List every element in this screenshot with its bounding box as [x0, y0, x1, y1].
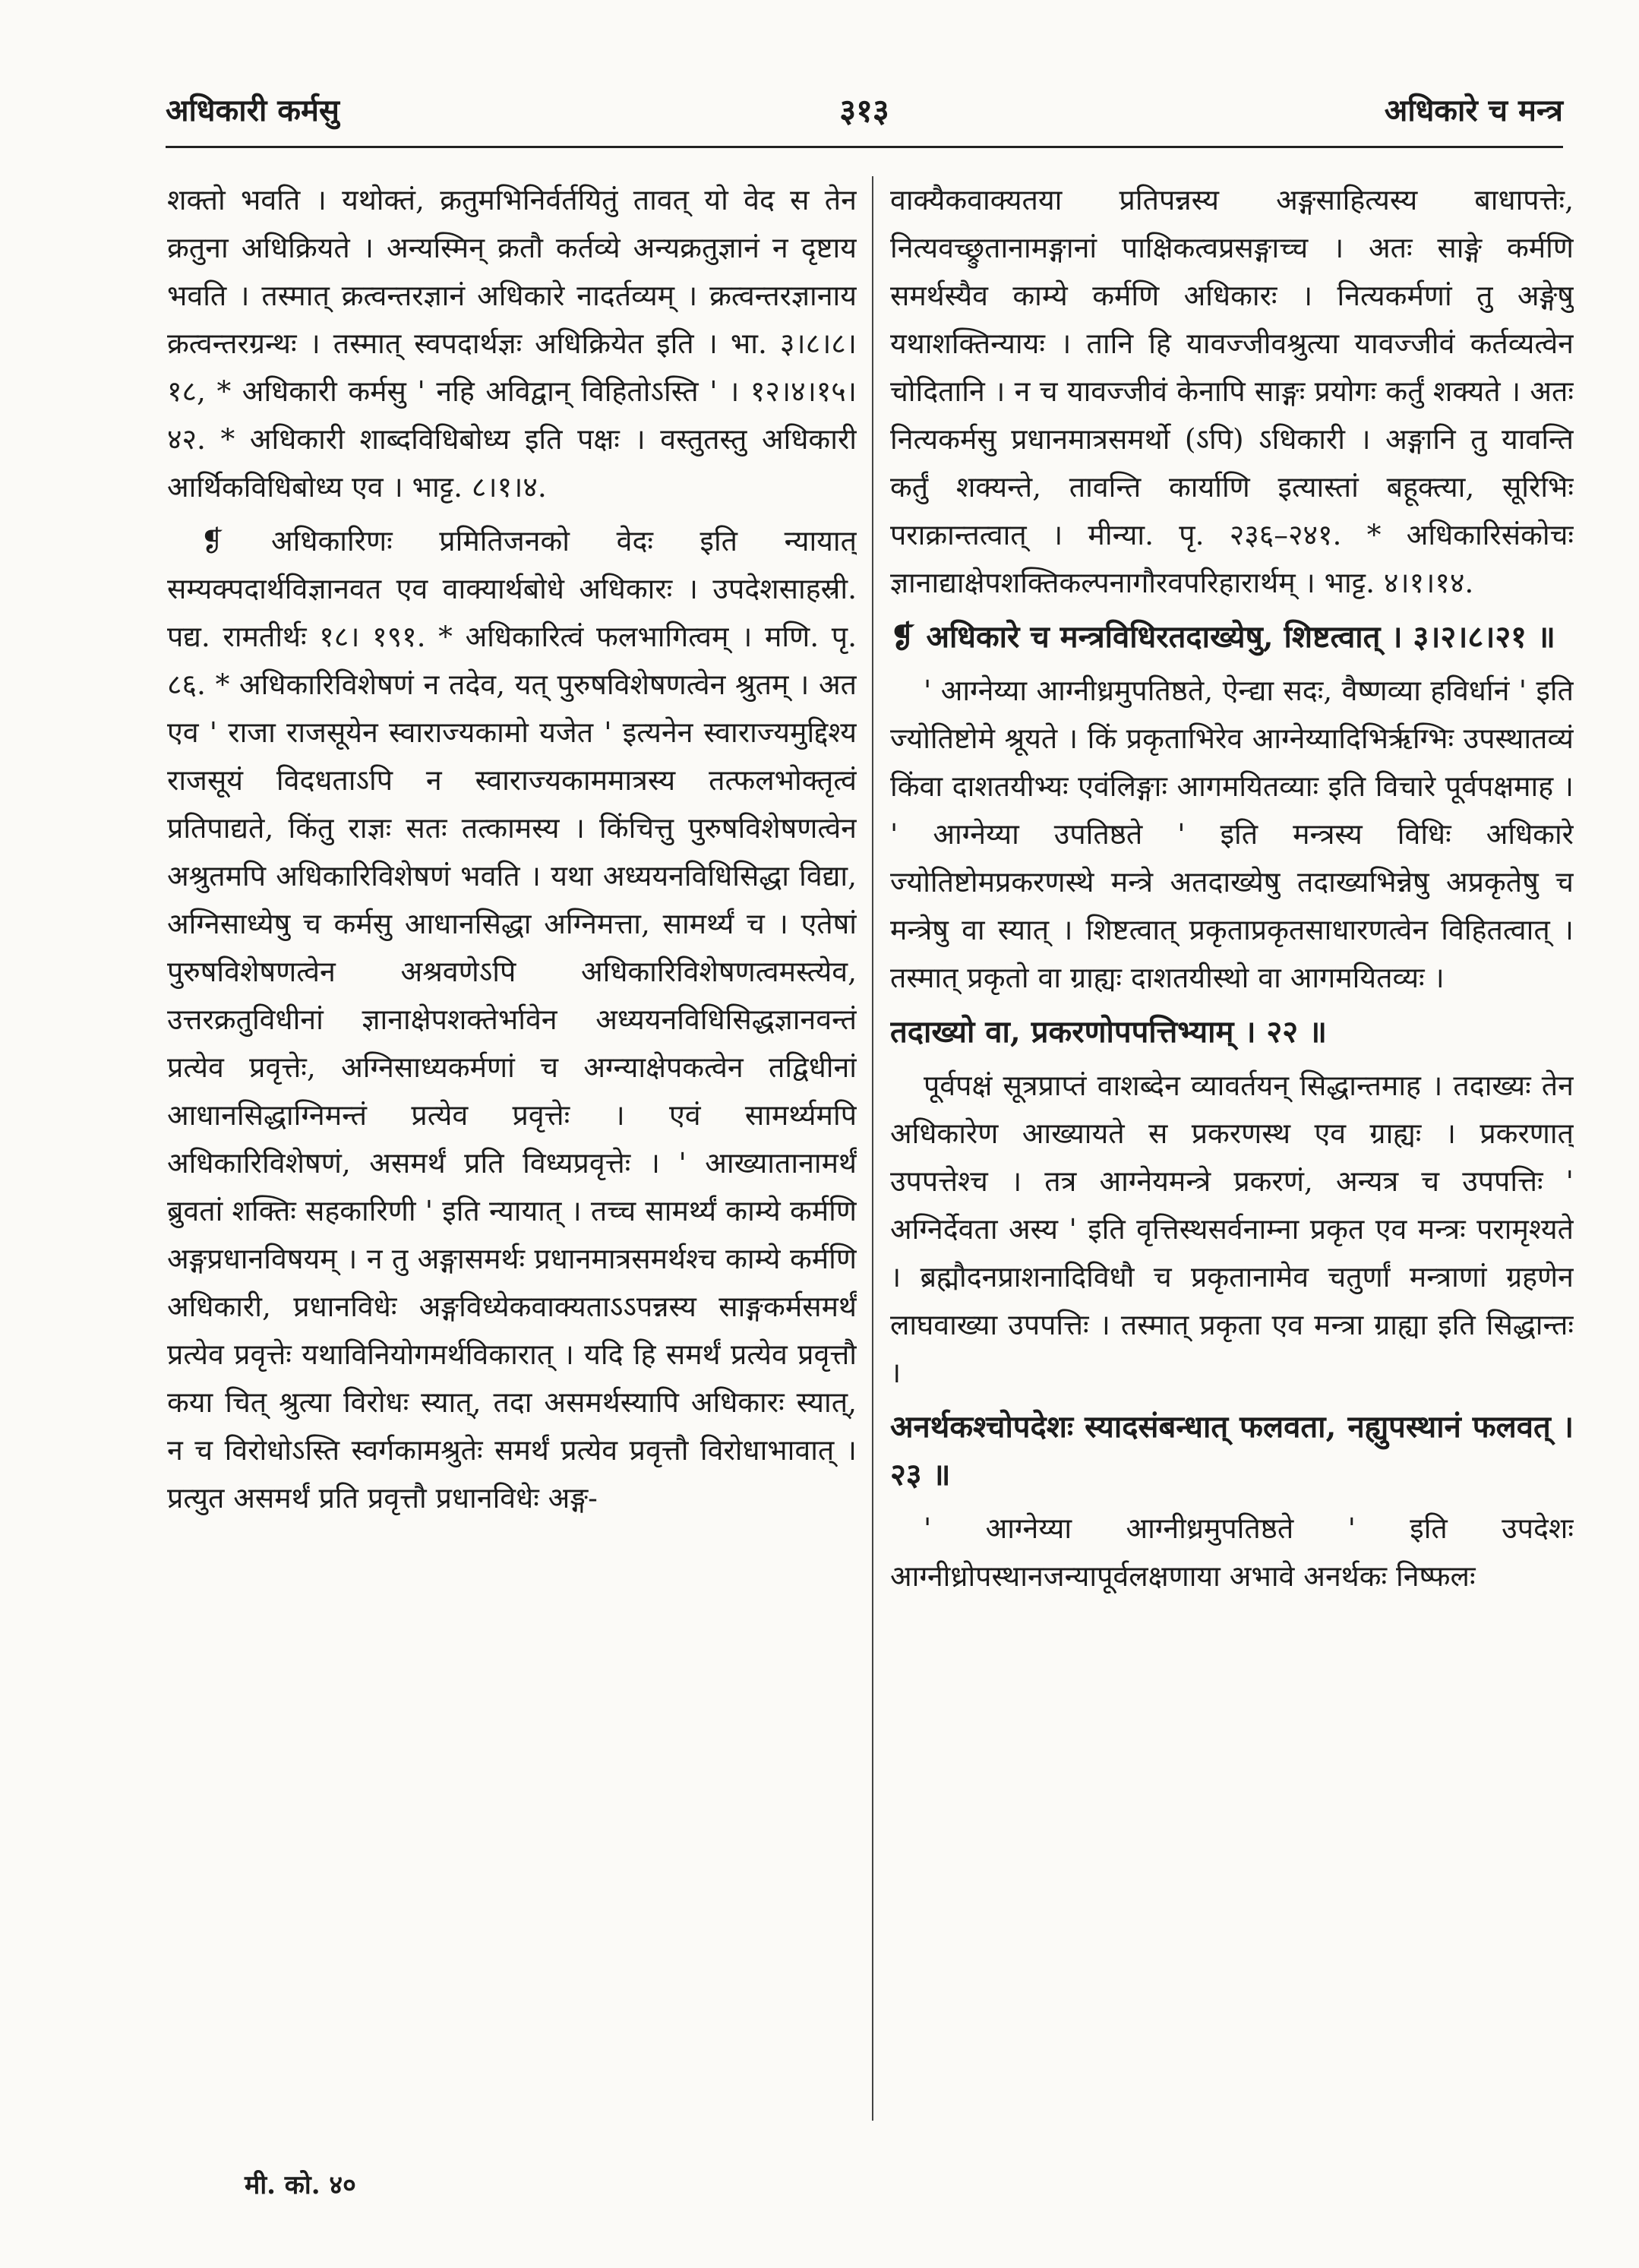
- header-right-title: अधिकारे च मन्त्र: [1384, 93, 1563, 128]
- running-header: [166, 85, 1563, 148]
- right-paragraph: ' आग्नेय्या आग्नीध्रमुपतिष्ठते ' इति उपदेशः आग्नीध्रोपस्थानजन्यापूर्वलक्षणाया अभावे अनर्थकः निष्फलः: [890, 1511, 1574, 1593]
- sutra-heading: अनर्थकश्चोपदेशः स्यादसंबन्धात् फलवता, नह्युपस्थानं फलवत् । २३ ॥: [890, 1409, 1574, 1493]
- left-column: [167, 176, 857, 2121]
- page-number: ३१३: [839, 92, 889, 129]
- right-column: [890, 176, 1574, 2121]
- right-paragraph: ' आग्नेय्या आग्नीध्रमुपतिष्ठते, ऐन्द्या सदः, वैष्णव्या हविर्धानं ' इति ज्योतिष्टोमे श्रूयते । किं प्रकृताभिरेव आग्नेय्यादिभिर्ऋग्भिः उपस्थातव्यं किंवा दाशतयीभ्यः एवंलिङ्गाः आगमयितव्याः इति विचारे पूर्वपक्षमाह । ' आग्नेय्या उपतिष्ठते ' इति मन्त्रस्य विधिः अधिकारे ज्योतिष्टोमप्रकरणस्थे मन्त्रे अतदाख्येषु तदाख्यभिन्नेषु अप्रकृतेषु च मन्त्रेषु वा स्यात् । शिष्टत्वात् प्रकृताप्रकृतसाधारणत्वेन विहितत्वात् । तस्मात् प्रकृतो वा ग्राह्यः दाशतयीस्थो वा आगमयितव्यः ।: [890, 674, 1574, 994]
- left-paragraph: शक्तो भवति । यथोक्तं, क्रतुमभिनिर्वर्तयितुं तावत् यो वेद स तेन क्रतुना अधिक्रियते । अन्यस्मिन् क्रतौ कर्तव्ये अन्यक्रतुज्ञानं न दृष्टाय भवति । तस्मात् क्रत्वन्तरज्ञानं अधिकारे नादर्तव्यम् । क्रत्वन्तरज्ञानाय क्रत्वन्तरग्रन्थः । तस्मात् स्वपदार्थज्ञः अधिक्रियेत इति । भा. ३।८।८।१८, * अधिकारी कर्मसु ' नहि अविद्वान् विहितोऽस्ति ' । १२।४।१५।४२. * अधिकारी शाब्दविधिबोध्य इति पक्षः । वस्तुतस्तु अधिकारी आर्थिकविधिबोध्य एव । भाट्ट. ८।१।४.: [167, 183, 857, 504]
- right-paragraph: पूर्वपक्षं सूत्रप्राप्तं वाशब्देन व्यावर्तयन् सिद्धान्तमाह । तदाख्यः तेन अधिकारेण आख्यायते स प्रकरणस्थ एव ग्राह्यः । प्रकरणात् उपपत्तेश्च । तत्र आग्नेयमन्त्रे प्रकरणं, अन्यत्र च उपपत्तिः ' अग्निर्देवता अस्य ' इति वृत्तिस्थसर्वनाम्ना प्रकृत एव मन्त्रः परामृश्यते । ब्रह्मौदनप्राशनादिविधौ च प्रकृतानामेव चतुर्णां मन्त्राणां ग्रहणेन लाघवाख्या उपपत्तिः । तस्मात् प्रकृता एव मन्त्रा ग्राह्या इति सिद्धान्तः ।: [890, 1069, 1574, 1389]
- header-left-title: अधिकारी कर्मसु: [166, 93, 339, 128]
- sutra-heading: ❡ अधिकारे च मन्त्रविधिरतदाख्येषु, शिष्टत्वात् । ३।२।८।२१ ॥: [890, 619, 1555, 655]
- left-paragraph: ❡ अधिकारिणः प्रमितिजनको वेदः इति न्यायात् सम्यक्पदार्थविज्ञानवत एव वाक्यार्थबोधे अधिकारः । उपदेशसाहस्री. पद्य. रामतीर्थः १८। १९१. * अधिकारित्वं फलभागित्वम् । मणि. पृ. ८६. * अधिकारिविशेषणं न तदेव, यत् पुरुषविशेषणत्वेन श्रुतम् । अत एव ' राजा राजसूयेन स्वाराज्यकामो यजेत ' इत्यनेन स्वाराज्यमुद्दिश्य राजसूयं विदधताऽपि न स्वाराज्यकाममात्रस्य तत्फलभोक्तृत्वं प्रतिपाद्यते, किंतु राज्ञः सतः तत्कामस्य । किंचित्तु पुरुषविशेषणत्वेन अश्रुतमपि अधिकारिविशेषणं भवति । यथा अध्ययनविधिसिद्धा विद्या, अग्निसाध्येषु च कर्मसु आधानसिद्धा अग्निमत्ता, सामर्थ्यं च । एतेषां पुरुषविशेषणत्वेन अश्रवणेऽपि अधिकारिविशेषणत्वमस्त्येव, उत्तरक्रतुविधीनां ज्ञानाक्षेपशक्तेर्भावेन अध्ययनविधिसिद्धज्ञानवन्तं प्रत्येव प्रवृत्तेः, अग्निसाध्यकर्मणां च अग्न्याक्षेपकत्वेन तद्विधीनां आधानसिद्धाग्निमन्तं प्रत्येव प्रवृत्तेः । एवं सामर्थ्यमपि अधिकारिविशेषणं, असमर्थं प्रति विध्यप्रवृत्तेः । ' आख्यातानामर्थं ब्रुवतां शक्तिः सहकारिणी ' इति न्यायात् । तच्च सामर्थ्यं काम्ये कर्मणि अङ्गप्रधानविषयम् । न तु अङ्गासमर्थः प्रधानमात्रसमर्थश्च काम्ये कर्मणि अधिकारी, प्रधानविधेः अङ्गविध्येकवाक्यताऽऽपन्नस्य साङ्गकर्मसमर्थं प्रत्येव प्रवृत्तेः यथाविनियोगमर्थविकारात् । यदि हि समर्थं प्रत्येव प्रवृत्तौ कया चित् श्रुत्या विरोधः स्यात्, तदा असमर्थस्यापि अधिकारः स्यात्, न च विरोधोऽस्ति स्वर्गकामश्रुतेः समर्थं प्रत्येव प्रवृत्तौ विरोधाभावात् । प्रत्युत असमर्थं प्रति प्रवृत्तौ प्रधानविधेः अङ्ग-: [167, 524, 857, 1515]
- column-divider: [872, 176, 873, 2121]
- sutra-heading: तदाख्यो वा, प्रकरणोपपत्तिभ्याम् । २२ ॥: [890, 1014, 1327, 1050]
- footer-signature: मी. को. ४०: [245, 2170, 356, 2200]
- right-paragraph: वाक्यैकवाक्यतया प्रतिपन्नस्य अङ्गसाहित्यस्य बाधापत्तेः, नित्यवच्छ्रुतानामङ्गानां पाक्षिकत्वप्रसङ्गाच्च । अतः साङ्गे कर्मणि समर्थस्यैव काम्ये कर्मणि अधिकारः । नित्यकर्मणां तु अङ्गेषु यथाशक्तिन्यायः । तानि हि यावज्जीवश्रुत्या यावज्जीवं कर्तव्यत्वेन चोदितानि । न च यावज्जीवं केनापि साङ्गः प्रयोगः कर्तुं शक्यते । अतः नित्यकर्मसु प्रधानमात्रसमर्थो (ऽपि) ऽधिकारी । अङ्गानि तु यावन्ति कर्तुं शक्यन्ते, तावन्ति कार्याणि इत्यास्तां बहूक्त्या, सूरिभिः पराक्रान्तत्वात् । मीन्या. पृ. २३६–२४१. * अधिकारिसंकोचः ज्ञानाद्याक्षेपशक्तिकल्पनागौरवपरिहारार्थम् । भाट्ट. ४।१।१४.: [890, 183, 1574, 599]
